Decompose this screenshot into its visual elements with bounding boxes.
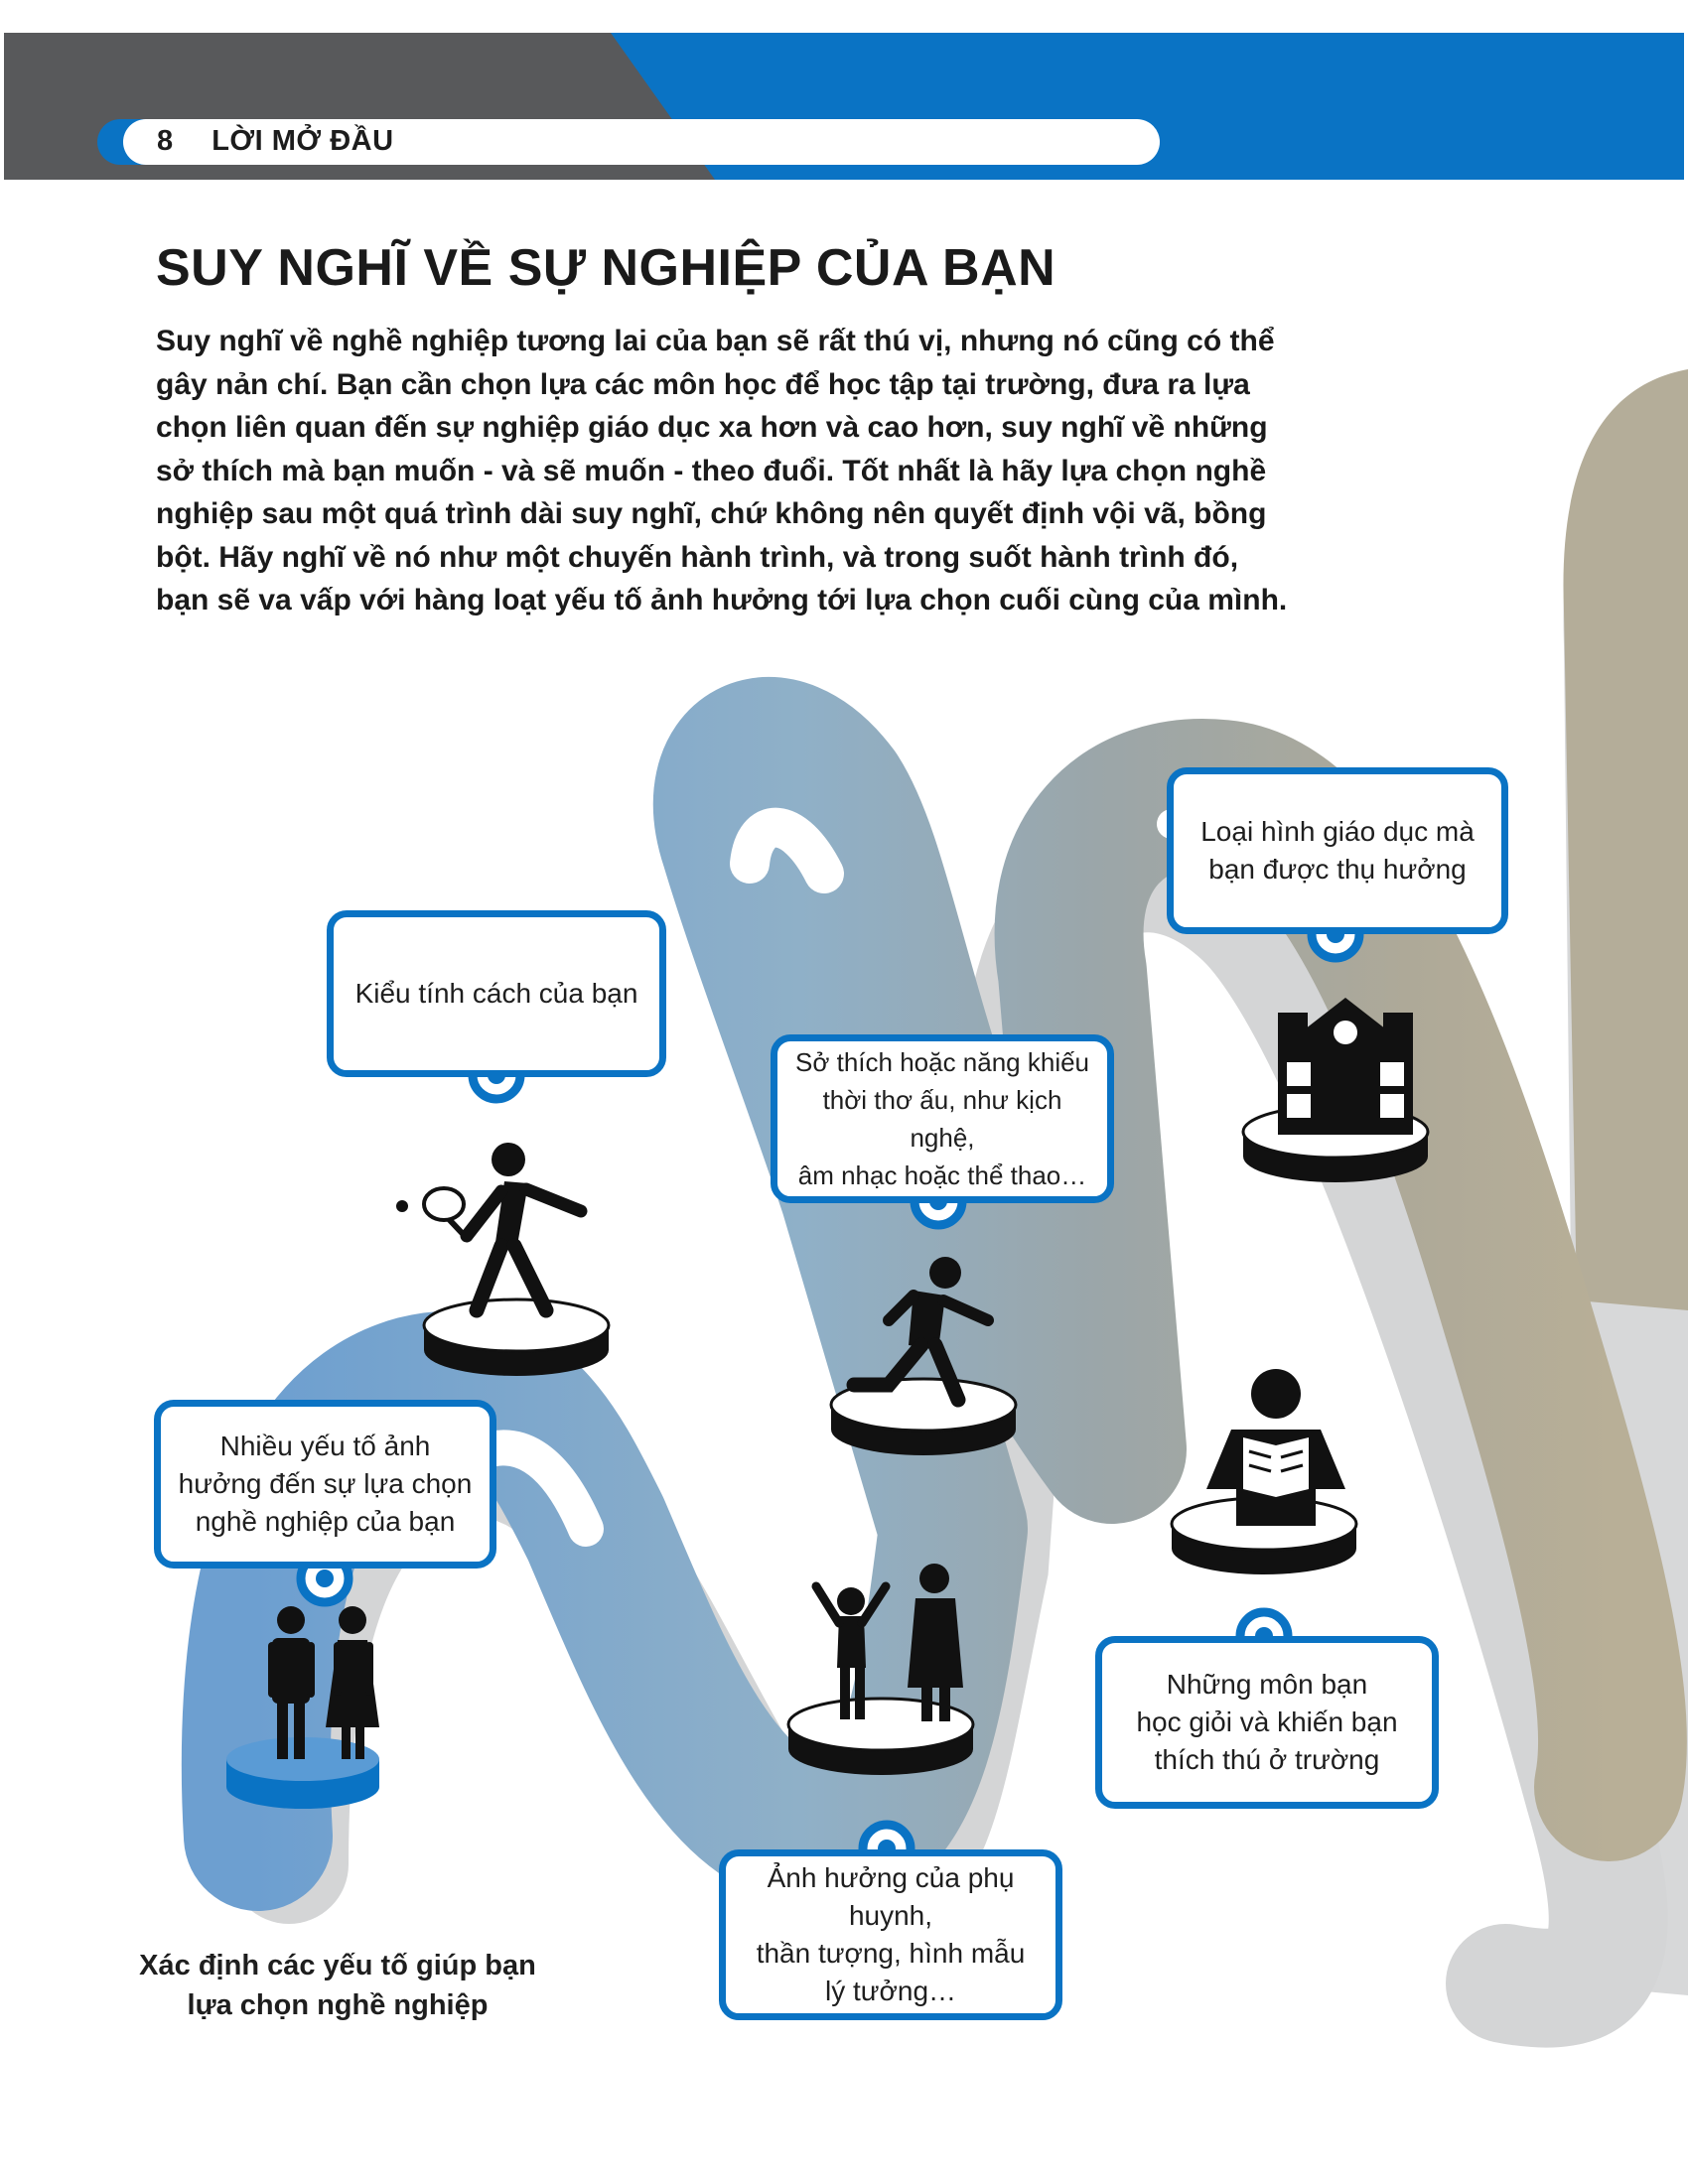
card-subjects-line1: Những môn bạn — [1166, 1669, 1368, 1700]
section-title: LỜI MỞ ĐẦU — [211, 125, 394, 157]
caption-line2: lựa chọn nghề nghiệp — [187, 1989, 489, 2021]
card-hobbies — [771, 1034, 1114, 1203]
infographic-caption — [129, 1946, 546, 2025]
card-hobbies-line3: âm nhạc hoặc thể thao… — [797, 1160, 1087, 1190]
card-personality — [327, 910, 666, 1077]
card-subjects — [1095, 1636, 1439, 1809]
card-education-line2: bạn được thụ hưởng — [1208, 854, 1467, 885]
card-factors — [154, 1400, 496, 1569]
card-hobbies-line2: thời thơ ấu, như kịch nghệ, — [822, 1085, 1062, 1153]
card-factors-line1: Nhiều yếu tố ảnh — [219, 1431, 431, 1461]
card-factors-line2: hưởng đến sự lựa chọn — [178, 1468, 473, 1499]
intro-paragraph: Suy nghĩ về nghề nghiệp tương lai của bạn sẽ rất thú vị, nhưng nó cũng có thể gây nản chí. Bạn cần chọn lựa các môn học để học tập tại trường, đưa ra lựa chọn liên quan đến sự nghiệp giáo dục xa hơn và cao hơn, suy nghĩ về những sở thích mà bạn muốn - và sẽ muốn - theo đuổi. Tốt nhất là hãy lựa chọn nghề nghiệp sau một quá trình dài suy nghĩ, chứ không nên quyết định vội vã, bồng bột. Hãy nghĩ về nó như một chuyến hành trình, và trong suốt hành trình đó, bạn sẽ va vấp với hàng loạt yếu tố ảnh hưởng tới lựa chọn cuối cùng của mình. — [156, 325, 1288, 616]
card-hobbies-line1: Sở thích hoặc năng khiếu — [794, 1047, 1090, 1077]
card-education — [1167, 767, 1508, 934]
page-title: SUY NGHĨ VỀ SỰ NGHIỆP CỦA BẠN — [156, 239, 1056, 297]
caption-line1: Xác định các yếu tố giúp bạn — [139, 1950, 536, 1981]
card-influence-line2: thần tượng, hình mẫu — [756, 1938, 1026, 1969]
card-personality-line1: Kiểu tính cách của bạn — [354, 978, 638, 1009]
school-building-icon — [1278, 998, 1413, 1135]
card-factors-line3: nghề nghiệp của bạn — [195, 1506, 456, 1537]
page-number: 8 — [157, 125, 174, 157]
card-education-line1: Loại hình giáo dục mà — [1200, 816, 1475, 847]
tennis-player-icon — [396, 1143, 581, 1310]
card-influence-line1: Ảnh hưởng của phụ huynh, — [767, 1862, 1015, 1931]
card-subjects-line3: thích thú ở trường — [1154, 1744, 1380, 1775]
card-influence-line3: lý tưởng… — [824, 1976, 957, 2006]
running-header — [157, 125, 394, 158]
card-subjects-line2: học giỏi và khiến bạn — [1136, 1706, 1398, 1737]
card-influence — [719, 1849, 1062, 2020]
